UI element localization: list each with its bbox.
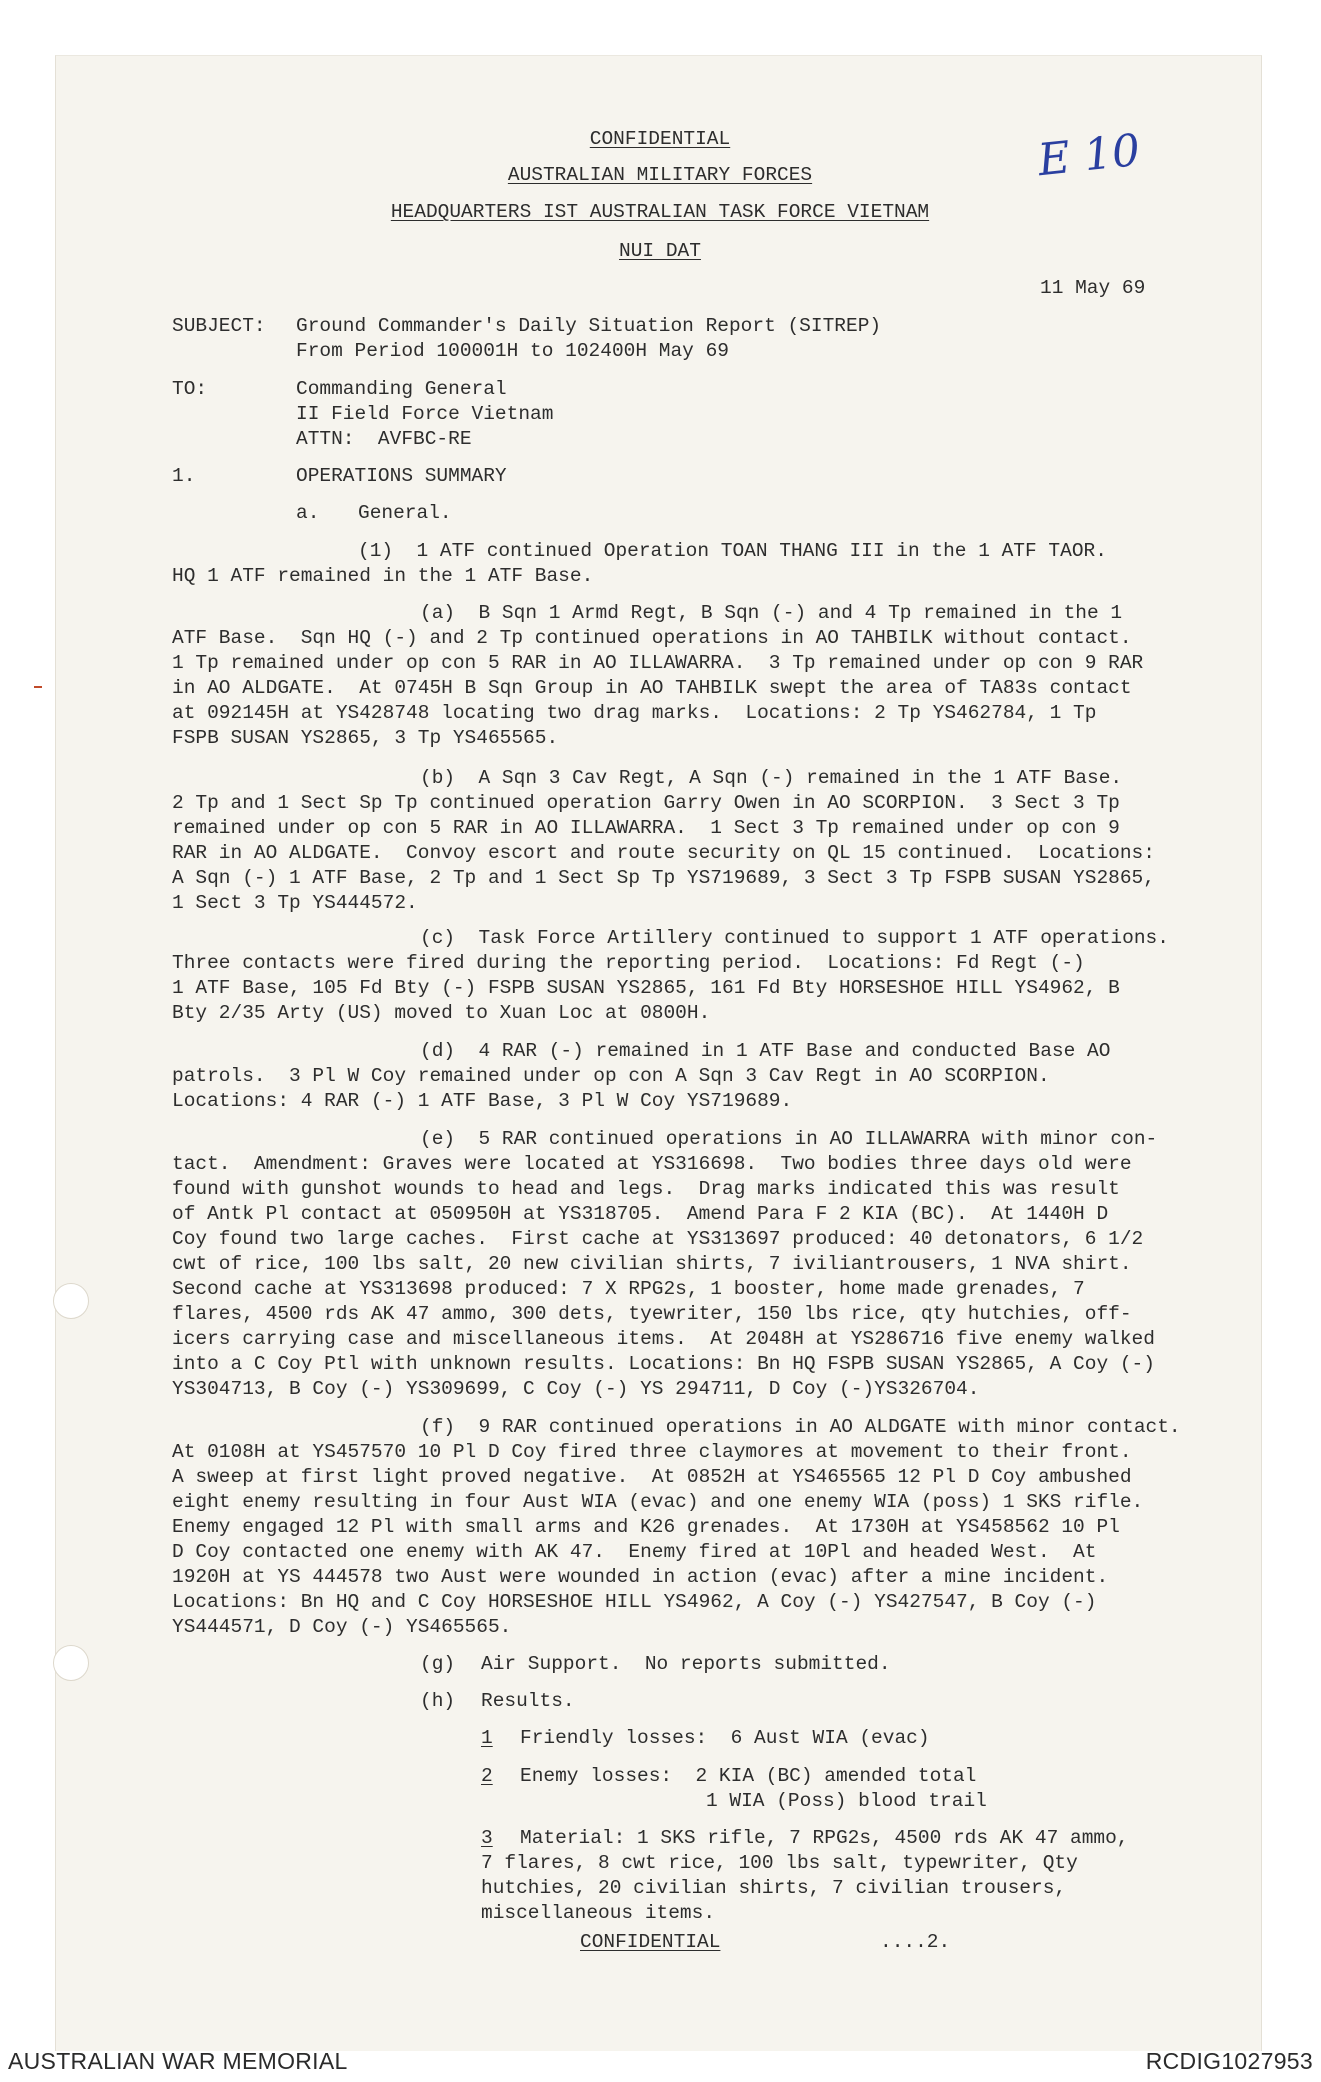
subject-line: From Period 100001H to 102400H May 69: [296, 340, 729, 362]
paragraph-line: RAR in AO ALDGATE. Convoy escort and route security on QL 15 continued. Locations:: [172, 842, 1155, 864]
paragraph-line: cwt of rice, 100 lbs salt, 20 new civilian shirts, 7 iviliantrousers, 1 NVA shirt.: [172, 1253, 1132, 1275]
location-title: NUI DAT: [619, 240, 701, 262]
paragraph-line: At 0108H at YS457570 10 Pl D Coy fired three claymores at movement to their front.: [172, 1441, 1132, 1463]
recipient-line: II Field Force Vietnam: [296, 403, 554, 425]
punch-hole: [53, 1283, 89, 1319]
section-number: 1.: [172, 465, 196, 487]
paragraph-line: in AO ALDGATE. At 0745H B Sqn Group in AO TAHBILK swept the area of TA83s contact: [172, 677, 1132, 699]
paragraph-line: icers carrying case and miscellaneous items. At 2048H at YS286716 five enemy walked: [172, 1328, 1155, 1350]
headquarters-title: HEADQUARTERS IST AUSTRALIAN TASK FORCE VIETNAM: [390, 201, 930, 223]
paragraph-label: (g): [420, 1653, 456, 1675]
paragraph-line: (b) A Sqn 3 Cav Regt, A Sqn (-) remained in the 1 ATF Base.: [420, 767, 1123, 789]
paragraph-line: HQ 1 ATF remained in the 1 ATF Base.: [172, 565, 594, 587]
paragraph-line: patrols. 3 Pl W Coy remained under op con A Sqn 3 Cav Regt in AO SCORPION.: [172, 1065, 1050, 1087]
paragraph-line: A Sqn (-) 1 ATF Base, 2 Tp and 1 Sect Sp Tp YS719689, 3 Sect 3 Tp FSPB SUSAN YS2865,: [172, 867, 1155, 889]
result-line: Material: 1 SKS rifle, 7 RPG2s, 4500 rds AK 47 ammo,: [520, 1827, 1129, 1849]
result-line: Friendly losses: 6 Aust WIA (evac): [520, 1727, 930, 1749]
result-number: 1: [481, 1727, 493, 1749]
result-number: 3: [481, 1827, 493, 1849]
classification-footer: CONFIDENTIAL: [580, 1931, 721, 1953]
result-line: miscellaneous items.: [481, 1902, 716, 1924]
paragraph-line: Air Support. No reports submitted.: [481, 1653, 891, 1675]
result-line: hutchies, 20 civilian shirts, 7 civilian trousers,: [481, 1877, 1067, 1899]
paragraph-line: ATF Base. Sqn HQ (-) and 2 Tp continued operations in AO TAHBILK without contact.: [172, 627, 1132, 649]
paragraph-line: (d) 4 RAR (-) remained in 1 ATF Base and conducted Base AO: [420, 1040, 1111, 1062]
paragraph-line: D Coy contacted one enemy with AK 47. Enemy fired at 10Pl and headed West. At: [172, 1541, 1097, 1563]
section-title: OPERATIONS SUMMARY: [296, 465, 507, 487]
archive-reference: RCDIG1027953: [1145, 2048, 1313, 2074]
result-number: 2: [481, 1765, 493, 1787]
paragraph-line: (a) B Sqn 1 Armd Regt, B Sqn (-) and 4 Tp remained in the 1: [420, 602, 1123, 624]
recipient-line: ATTN: AVFBC-RE: [296, 428, 472, 450]
paragraph-line: found with gunshot wounds to head and legs. Drag marks indicated this was result: [172, 1178, 1120, 1200]
subject-label: SUBJECT:: [172, 315, 266, 337]
continuation-marker: ....2.: [880, 1931, 951, 1953]
result-line: Enemy losses: 2 KIA (BC) amended total: [520, 1765, 977, 1787]
paragraph-line: 1 Sect 3 Tp YS444572.: [172, 892, 418, 914]
paragraph-line: 2 Tp and 1 Sect Sp Tp continued operation Garry Owen in AO SCORPION. 3 Sect 3 Tp: [172, 792, 1120, 814]
paragraph-line: Locations: 4 RAR (-) 1 ATF Base, 3 Pl W Coy YS719689.: [172, 1090, 793, 1112]
paragraph-line: eight enemy resulting in four Aust WIA (evac) and one enemy WIA (poss) 1 SKS rifle.: [172, 1491, 1144, 1513]
paragraph-line: 1920H at YS 444578 two Aust were wounded in action (evac) after a mine incident.: [172, 1566, 1109, 1588]
paragraph-line: Three contacts were fired during the reporting period. Locations: Fd Regt (-): [172, 952, 1085, 974]
paragraph-line: tact. Amendment: Graves were located at YS316698. Two bodies three days old were: [172, 1153, 1132, 1175]
subsection-label: a.: [296, 502, 320, 524]
paragraph-line: 1 Tp remained under op con 5 RAR in AO ILLAWARRA. 3 Tp remained under op con 9 RAR: [172, 652, 1144, 674]
paragraph-line: (1) 1 ATF continued Operation TOAN THANG III in the 1 ATF TAOR.: [358, 540, 1107, 562]
paragraph-line: remained under op con 5 RAR in AO ILLAWARRA. 1 Sect 3 Tp remained under op con 9: [172, 817, 1120, 839]
paragraph-line: FSPB SUSAN YS2865, 3 Tp YS465565.: [172, 727, 559, 749]
paragraph-line: Coy found two large caches. First cache at YS313697 produced: 40 detonators, 6 1/2: [172, 1228, 1144, 1250]
handwritten-annotation: E 10: [1035, 124, 1143, 187]
paragraph-line: YS444571, D Coy (-) YS465565.: [172, 1616, 512, 1638]
subject-line: Ground Commander's Daily Situation Report (SITREP): [296, 315, 882, 337]
result-line: 1 WIA (Poss) blood trail: [706, 1790, 987, 1812]
paragraph-line: Bty 2/35 Arty (US) moved to Xuan Loc at 0800H.: [172, 1002, 711, 1024]
paragraph-line: Results.: [481, 1690, 575, 1712]
subsection-title: General.: [358, 502, 452, 524]
paragraph-line: Locations: Bn HQ and C Coy HORSESHOE HILL YS4962, A Coy (-) YS427547, B Coy (-): [172, 1591, 1097, 1613]
paragraph-line: into a C Coy Ptl with unknown results. Locations: Bn HQ FSPB SUSAN YS2865, A Coy (-): [172, 1353, 1155, 1375]
recipient-line: Commanding General: [296, 378, 507, 400]
paragraph-line: A sweep at first light proved negative. At 0852H at YS465565 12 Pl D Coy ambushed: [172, 1466, 1132, 1488]
report-date: 11 May 69: [1040, 277, 1146, 299]
paragraph-line: (e) 5 RAR continued operations in AO ILLAWARRA with minor con-: [420, 1128, 1158, 1150]
classification-header: CONFIDENTIAL: [589, 128, 731, 150]
paragraph-label: (h): [420, 1690, 456, 1712]
result-line: 7 flares, 8 cwt rice, 100 lbs salt, typewriter, Qty: [481, 1852, 1078, 1874]
paragraph-line: (f) 9 RAR continued operations in AO ALDGATE with minor contact.: [420, 1416, 1181, 1438]
paragraph-line: 1 ATF Base, 105 Fd Bty (-) FSPB SUSAN YS2865, 161 Fd Bty HORSESHOE HILL YS4962, B: [172, 977, 1120, 999]
paragraph-line: Enemy engaged 12 Pl with small arms and K26 grenades. At 1730H at YS458562 10 Pl: [172, 1516, 1120, 1538]
organization-title: AUSTRALIAN MILITARY FORCES: [507, 164, 813, 186]
archive-credit: AUSTRALIAN WAR MEMORIAL: [8, 2048, 348, 2074]
punch-hole: [53, 1645, 89, 1681]
margin-mark: [34, 686, 42, 688]
paragraph-line: of Antk Pl contact at 050950H at YS318705. Amend Para F 2 KIA (BC). At 1440H D: [172, 1203, 1109, 1225]
paragraph-line: YS304713, B Coy (-) YS309699, C Coy (-) YS 294711, D Coy (-)YS326704.: [172, 1378, 980, 1400]
paragraph-line: (c) Task Force Artillery continued to support 1 ATF operations.: [420, 927, 1169, 949]
to-label: TO:: [172, 378, 208, 400]
paragraph-line: Second cache at YS313698 produced: 7 X RPG2s, 1 booster, home made grenades, 7: [172, 1278, 1085, 1300]
paragraph-line: flares, 4500 rds AK 47 ammo, 300 dets, tyewriter, 150 lbs rice, qty hutchies, off-: [172, 1303, 1132, 1325]
paragraph-line: at 092145H at YS428748 locating two drag marks. Locations: 2 Tp YS462784, 1 Tp: [172, 702, 1097, 724]
